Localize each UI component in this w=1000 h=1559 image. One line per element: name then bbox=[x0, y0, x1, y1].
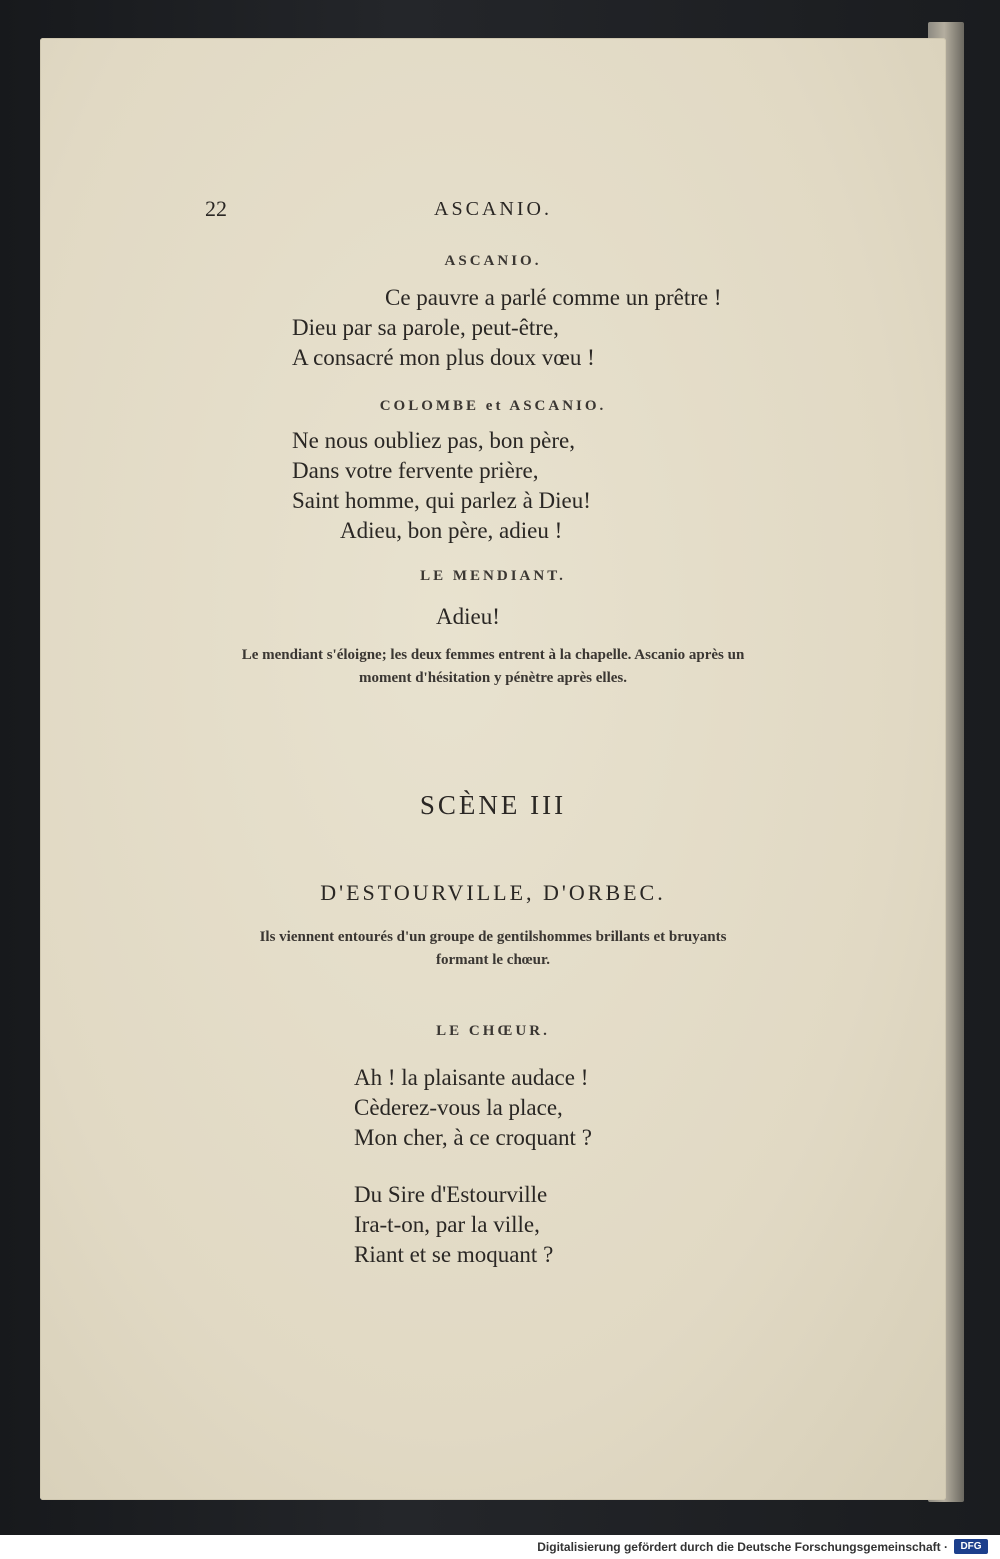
page-number: 22 bbox=[205, 196, 227, 221]
verse-line: Cèderez-vous la place, bbox=[354, 1095, 563, 1120]
dfg-logo: DFG bbox=[954, 1539, 988, 1554]
speaker-ascanio: ASCANIO. bbox=[444, 253, 542, 269]
stage-direction-line: formant le chœur. bbox=[435, 952, 551, 968]
verse-line: Ce pauvre a parlé comme un prêtre ! bbox=[385, 285, 722, 310]
stage-direction-line: Ils viennent entourés d'un groupe de gentilshommes brillants et bruyants bbox=[259, 929, 727, 945]
verse-line: Mon cher, à ce croquant ? bbox=[354, 1125, 592, 1150]
funding-credit: Digitalisierung gefördert durch die Deutsche Forschungsgemeinschaft · bbox=[537, 1540, 948, 1554]
verse-line: Du Sire d'Estourville bbox=[354, 1182, 548, 1207]
stage-direction-line: Le mendiant s'éloigne; les deux femmes entrent à la chapelle. Ascanio après un bbox=[241, 647, 745, 663]
verse-line: Dieu par sa parole, peut-être, bbox=[292, 315, 559, 340]
verse-line: Saint homme, qui parlez à Dieu! bbox=[292, 488, 591, 513]
verse-line: Ira-t-on, par la ville, bbox=[354, 1212, 540, 1237]
speaker-mendiant: LE MENDIANT. bbox=[420, 568, 566, 584]
verse-line: Ah ! la plaisante audace ! bbox=[354, 1065, 589, 1090]
running-head: ASCANIO. bbox=[434, 198, 552, 220]
verse-line: Adieu, bon père, adieu ! bbox=[340, 518, 563, 543]
stage-direction-line: moment d'hésitation y pénètre après elles. bbox=[358, 670, 628, 686]
verse-line: Riant et se moquant ? bbox=[354, 1242, 554, 1267]
speaker-colombe-ascanio: COLOMBE et ASCANIO. bbox=[379, 398, 607, 414]
verse-line: Ne nous oubliez pas, bon père, bbox=[292, 428, 575, 453]
verse-line: A consacré mon plus doux vœu ! bbox=[292, 345, 595, 370]
verse-line: Dans votre fervente prière, bbox=[292, 458, 539, 483]
scene-characters: D'ESTOURVILLE, D'ORBEC. bbox=[320, 880, 666, 905]
verse-line: Adieu! bbox=[436, 604, 500, 629]
scene-title: SCÈNE III bbox=[419, 790, 567, 820]
digitization-footer bbox=[0, 1535, 1000, 1559]
speaker-choeur: LE CHŒUR. bbox=[436, 1023, 550, 1039]
book-page bbox=[40, 38, 946, 1500]
